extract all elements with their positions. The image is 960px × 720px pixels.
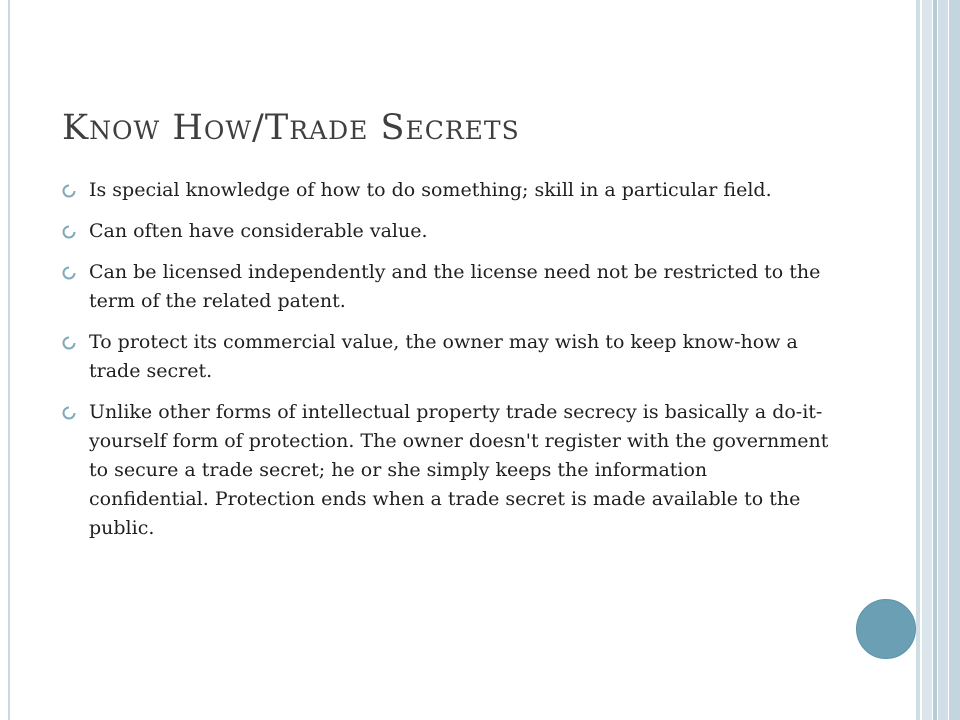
bullet-item xyxy=(62,176,832,205)
bullet-icon xyxy=(62,266,76,280)
bullet-text: Can often have considerable value. xyxy=(89,220,428,242)
bullet-icon xyxy=(62,225,76,239)
bullet-item xyxy=(62,258,832,316)
right-stripe xyxy=(922,0,932,720)
bullet-text: Unlike other forms of intellectual property trade secrecy is basically a do-it-yourself form of protection. The owner doesn't register with the government to secure a trade secret; he or she simply keeps the information confidential. Protection ends when a trade secret is made available to the public. xyxy=(89,401,829,539)
bullet-text: Is special knowledge of how to do something; skill in a particular field. xyxy=(89,179,772,201)
bullet-item xyxy=(62,328,832,386)
left-frame-line xyxy=(8,0,10,720)
bullet-text: To protect its commercial value, the owner may wish to keep know-how a trade secret. xyxy=(89,331,798,382)
right-stripe xyxy=(938,0,948,720)
right-stripe xyxy=(933,0,937,720)
right-stripe xyxy=(949,0,960,720)
bullet-list xyxy=(62,176,832,555)
bullet-icon xyxy=(62,184,76,198)
bullet-icon xyxy=(62,336,76,350)
slide-title: Know How/Trade Secrets xyxy=(62,108,520,148)
bullet-text: Can be licensed independently and the license need not be restricted to the term of the related patent. xyxy=(89,261,821,312)
bullet-item xyxy=(62,217,832,246)
right-stripe xyxy=(916,0,920,720)
bullet-icon xyxy=(62,406,76,420)
bullet-item xyxy=(62,398,832,543)
decorative-circle xyxy=(856,599,916,659)
